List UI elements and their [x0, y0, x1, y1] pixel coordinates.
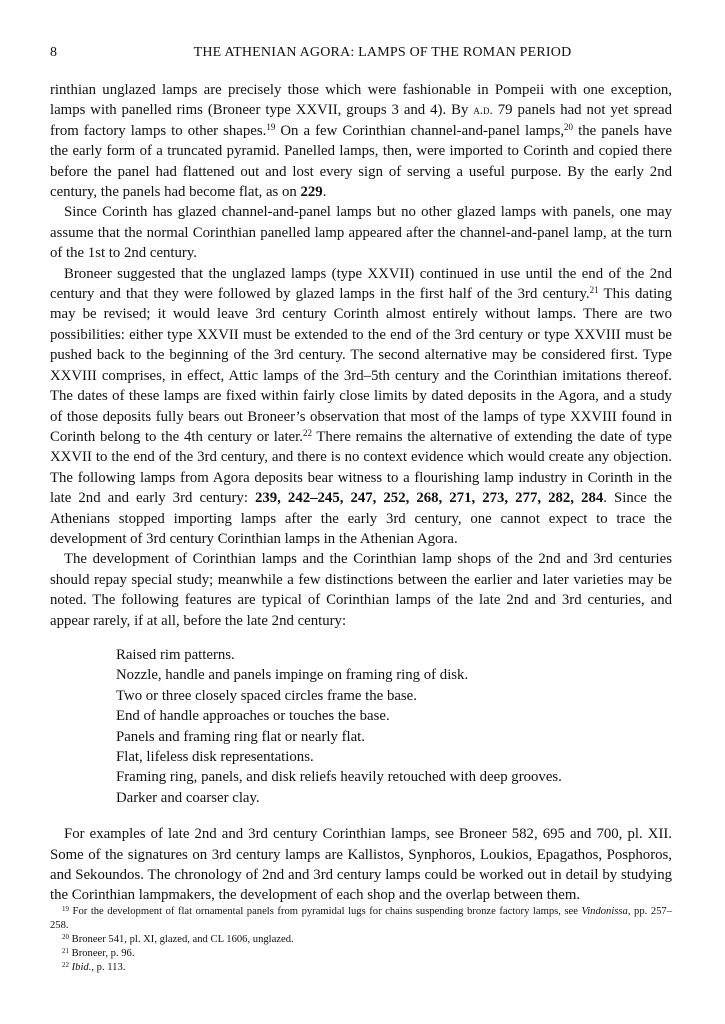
catalog-refs: 239, 242–245, 247, 252, 268, 271, 273, 277, 282, 284 — [254, 490, 604, 507]
text-run: the panels have the early form of a truncated pyramid. Panelled lamps, then, were imported to Corinth and copied there before the panel had flattened out and lost every sign of serving a useful purpose. By the early 2nd century, the panels had become flat, as on — [50, 122, 672, 201]
paragraph-5: For examples of late 2nd and 3rd century Corinthian lamps, see Broneer 582, 695 and 700, pl. XII. Some of the signatures on 3rd century lamps are Kallistos, Synphoros, Loukios, Epagathos, Posphoros, and Sekoundos. The chronology of 2nd and 3rd century lamps could be worked out in detail by studying the Corinthian lampmakers, the development of each shop and the overlap between them. — [50, 826, 672, 904]
text-run: rinthian unglazed lamps are precisely those which were fashionable in Pompeii with one exception, lamps with panelled rims (Broneer type XXVII, groups 3 and 4). By — [50, 82, 672, 119]
catalog-ref: 229 — [300, 184, 323, 201]
running-head — [50, 44, 675, 62]
footnote-21 — [50, 947, 672, 961]
footnote-mark: 22 — [62, 961, 69, 969]
text-run: 79 panels had not yet spread from factory lamps to other shapes. — [50, 102, 672, 139]
footnote-ref[interactable]: 21 — [589, 285, 599, 296]
era-abbrev: a.d. — [473, 102, 493, 118]
footnotes — [50, 905, 672, 975]
footnote-19 — [50, 905, 672, 933]
footnote-text: , pp. 257–258. — [50, 906, 673, 931]
footnote-20 — [50, 933, 672, 947]
footnote-text: For the development of flat ornamental panels from pyramidal lugs for chains suspending bronze factory lamps, see — [69, 906, 582, 917]
feature-list — [116, 645, 672, 808]
footnote-ref[interactable]: 19 — [266, 121, 276, 132]
text-run: . Since the Athenians stopped importing lamps after the early 3rd century, one cannot expect to trace the development of 3rd century Corinthian lamps in the Athenian Agora. — [50, 490, 672, 547]
list-item: Flat, lifeless disk representations. — [116, 749, 314, 765]
text-run: . — [322, 184, 327, 201]
text-run: On a few Corinthian channel-and-panel lamps, — [275, 122, 565, 139]
paragraph-1 — [50, 80, 672, 202]
footnote-mark: 19 — [62, 905, 69, 913]
footnote-ref[interactable]: 22 — [302, 427, 312, 438]
list-item: Nozzle, handle and panels impinge on framing ring of disk. — [116, 667, 469, 684]
paragraph-2: Since Corinth has glazed channel-and-panel lamps but no other glazed lamps with panels, one may assume that the normal Corinthian panelled lamp appeared after the channel-and-panel lamp, at the turn of the 1st to 2nd century. — [50, 204, 672, 262]
list-item: Raised rim patterns. — [116, 646, 235, 663]
footnote-ref[interactable]: 20 — [564, 121, 574, 132]
list-item: Two or three closely spaced circles frame the base. — [116, 687, 417, 704]
list-item: Framing ring, panels, and disk reliefs heavily retouched with deep grooves. — [116, 769, 562, 786]
footnote-italic: Vindonissa — [581, 906, 628, 917]
footnote-italic: Ibid. — [71, 962, 92, 973]
footnote-mark: 20 — [62, 933, 69, 941]
list-item: Panels and framing ring flat or nearly flat. — [116, 728, 365, 745]
paragraph-3 — [50, 264, 672, 550]
running-title: THE ATHENIAN AGORA: LAMPS OF THE ROMAN PERIOD — [193, 45, 572, 60]
paragraph-4: The development of Corinthian lamps and the Corinthian lamp shops of the 2nd and 3rd centuries should repay special study; meanwhile a few distinctions between the earlier and later varieties may be noted. The following features are typical of Corinthian lamps of the late 2nd and 3rd centuries, and appear rarely, if at all, before the late 2nd century: — [50, 551, 672, 629]
body-text — [50, 80, 672, 906]
list-item: Darker and coarser clay. — [116, 789, 260, 806]
footnote-22 — [50, 961, 672, 975]
footnote-text: , p. 113. — [91, 962, 126, 973]
text-run: There remains the alternative of extending the date of type XXVII to the end of the 3rd century, and there is no context evidence which would create any objection. The following lamps from Agora deposits bear witness to a flourishing lamp industry in Corinth in the late 2nd and early 3rd century: — [50, 428, 672, 507]
footnote-mark: 21 — [62, 947, 69, 955]
text-run: Broneer suggested that the unglazed lamps (type XXVII) continued in use until the end of the 2nd century and that they were followed by glazed lamps in the first half of the 3rd century. — [50, 265, 672, 303]
footnote-text: Broneer, p. 96. — [69, 948, 135, 959]
list-item: End of handle approaches or touches the base. — [116, 708, 390, 725]
text-run: This dating may be revised; it would leave 3rd century Corinth almost entirely without lamps. There are two possibilities: either type XXVII must be extended to the end of the 3rd century or type XXVIII must be pushed back to the beginning of the 3rd century. The second alternative may be considered first. Type XXVIII comprises, in effect, Attic lamps of the 3rd–5th century and the Corinthian imitations thereof. The dates of these lamps are fixed within fairly close limits by dated deposits in the Agora, and a study of those deposits fully bears out Broneer’s observation that most of the lamps of type XXVIII found in Corinth belong to the 4th century or later. — [50, 286, 672, 445]
page-number: 8 — [50, 45, 58, 60]
footnote-text: Broneer 541, pl. XI, glazed, and CL 1606, unglazed. — [69, 934, 294, 945]
